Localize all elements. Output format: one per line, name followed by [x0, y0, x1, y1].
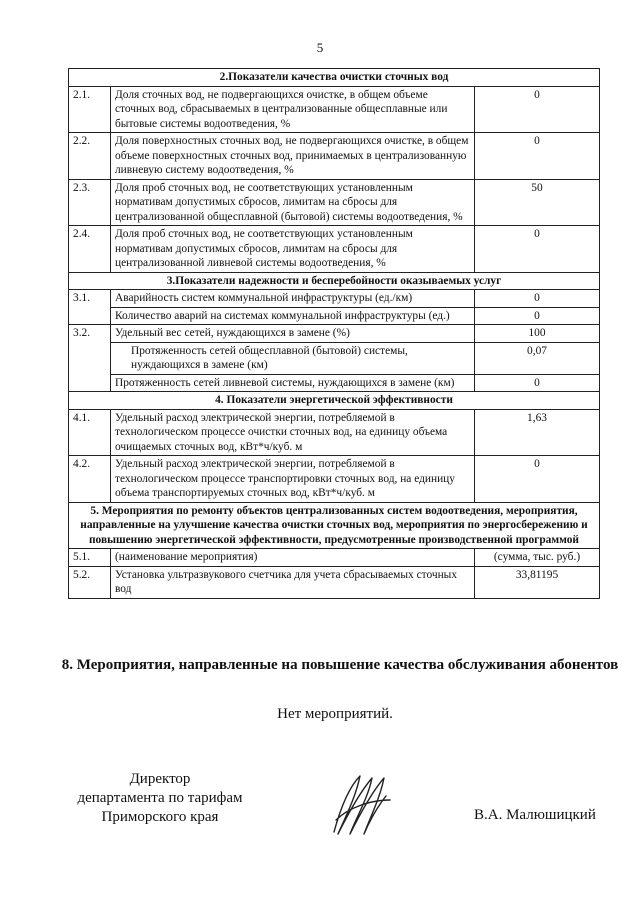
row-number: 3.1.	[69, 290, 111, 325]
row-value: 0	[475, 226, 600, 273]
signatory-position	[60, 770, 260, 827]
row-number: 4.2.	[69, 456, 111, 503]
row-description: Установка ультразвукового счетчика для учета сбрасываемых сточных вод	[111, 566, 475, 598]
row-description: Протяженность сетей ливневой системы, нуждающихся в замене (км)	[111, 374, 475, 392]
table-row	[69, 86, 600, 133]
table-row	[69, 566, 600, 598]
row-description: Доля поверхностных сточных вод, не подвергающихся очистке, в общем объеме поверхностных сточных вод, принимаемых в централизованную ливневую систему водоотведения, %	[111, 133, 475, 180]
row-description: Протяженность сетей общесплавной (бытовой) системы, нуждающихся в замене (км)	[111, 342, 475, 374]
row-value: 50	[475, 179, 600, 226]
section-header-row	[69, 272, 600, 290]
row-value: 0	[475, 133, 600, 180]
row-description: Удельный вес сетей, нуждающихся в замене (%)	[111, 325, 475, 343]
table-row	[69, 549, 600, 567]
row-number: 2.1.	[69, 86, 111, 133]
signatory-name: В.А. Малюшицкий	[474, 807, 596, 823]
position-line: департамента по тарифам	[77, 790, 243, 806]
row-number: 5.1.	[69, 549, 111, 567]
table-row	[69, 342, 600, 374]
row-number: 5.2.	[69, 566, 111, 598]
section-header-row	[69, 392, 600, 410]
row-description: Доля сточных вод, не подвергающихся очистке, в общем объеме сточных вод, сбрасываемых в централизованные общесплавные или бытовые системы водоотведения, %	[111, 86, 475, 133]
row-description: (наименование мероприятия)	[111, 549, 475, 567]
row-value: (сумма, тыс. руб.)	[475, 549, 600, 567]
table-row	[69, 179, 600, 226]
section-title: 4. Показатели энергетической эффективности	[69, 392, 600, 410]
row-value: 0	[475, 307, 600, 325]
table-row	[69, 290, 600, 308]
row-value: 0,07	[475, 342, 600, 374]
row-value: 1,63	[475, 409, 600, 456]
handwritten-signature	[326, 770, 396, 840]
row-value: 100	[475, 325, 600, 343]
row-description: Доля проб сточных вод, не соответствующих установленным нормативам допустимых сбросов, лимитам на сбросы для централизованной ливневой системы водоотведения, %	[111, 226, 475, 273]
row-number: 2.3.	[69, 179, 111, 226]
row-description: Количество аварий на системах коммунальной инфраструктуры (ед.)	[111, 307, 475, 325]
section-title: 5. Мероприятия по ремонту объектов централизованных систем водоотведения, мероприятия, направленные на улучшение качества очистки сточных вод, мероприятия по энергосбережению и повышению энергетической эффективности, предусмотренные производственной программой	[69, 502, 600, 549]
position-line: Директор	[129, 771, 191, 787]
row-number: 3.2.	[69, 325, 111, 392]
table-row	[69, 374, 600, 392]
table-row	[69, 409, 600, 456]
row-value: 0	[475, 290, 600, 308]
section-header-row	[69, 502, 600, 549]
position-line: Приморского края	[101, 809, 219, 825]
row-description: Доля проб сточных вод, не соответствующих установленным нормативам допустимых сбросов, лимитам на сбросы для централизованной общесплавной (бытовой) системы водоотведения, %	[111, 179, 475, 226]
row-value: 0	[475, 86, 600, 133]
row-value: 0	[475, 456, 600, 503]
row-value: 0	[475, 374, 600, 392]
page-number: 5	[316, 40, 324, 55]
table-row	[69, 307, 600, 325]
row-description: Удельный расход электрической энергии, потребляемой в технологическом процессе транспортировки сточных вод, на единицу объема транспортируемых сточных вод, кВт*ч/куб. м	[111, 456, 475, 503]
row-number: 4.1.	[69, 409, 111, 456]
row-description: Аварийность систем коммунальной инфраструктуры (ед./км)	[111, 290, 475, 308]
table-row	[69, 226, 600, 273]
section-header-row	[69, 69, 600, 87]
section-title: 2.Показатели качества очистки сточных вод	[69, 69, 600, 87]
indicators-table	[68, 68, 600, 599]
row-value: 33,81195	[475, 566, 600, 598]
no-measures-text: Нет мероприятий.	[277, 706, 393, 722]
table-row	[69, 456, 600, 503]
section-8-heading: 8. Мероприятия, направленные на повышение качества обслуживания абонентов	[61, 657, 619, 673]
table-row	[69, 325, 600, 343]
row-number: 2.4.	[69, 226, 111, 273]
row-number: 2.2.	[69, 133, 111, 180]
table-row	[69, 133, 600, 180]
section-title: 3.Показатели надежности и бесперебойности оказываемых услуг	[69, 272, 600, 290]
row-description: Удельный расход электрической энергии, потребляемой в технологическом процессе очистки сточных вод, на единицу объема очищаемых сточных вод, кВт*ч/куб. м	[111, 409, 475, 456]
